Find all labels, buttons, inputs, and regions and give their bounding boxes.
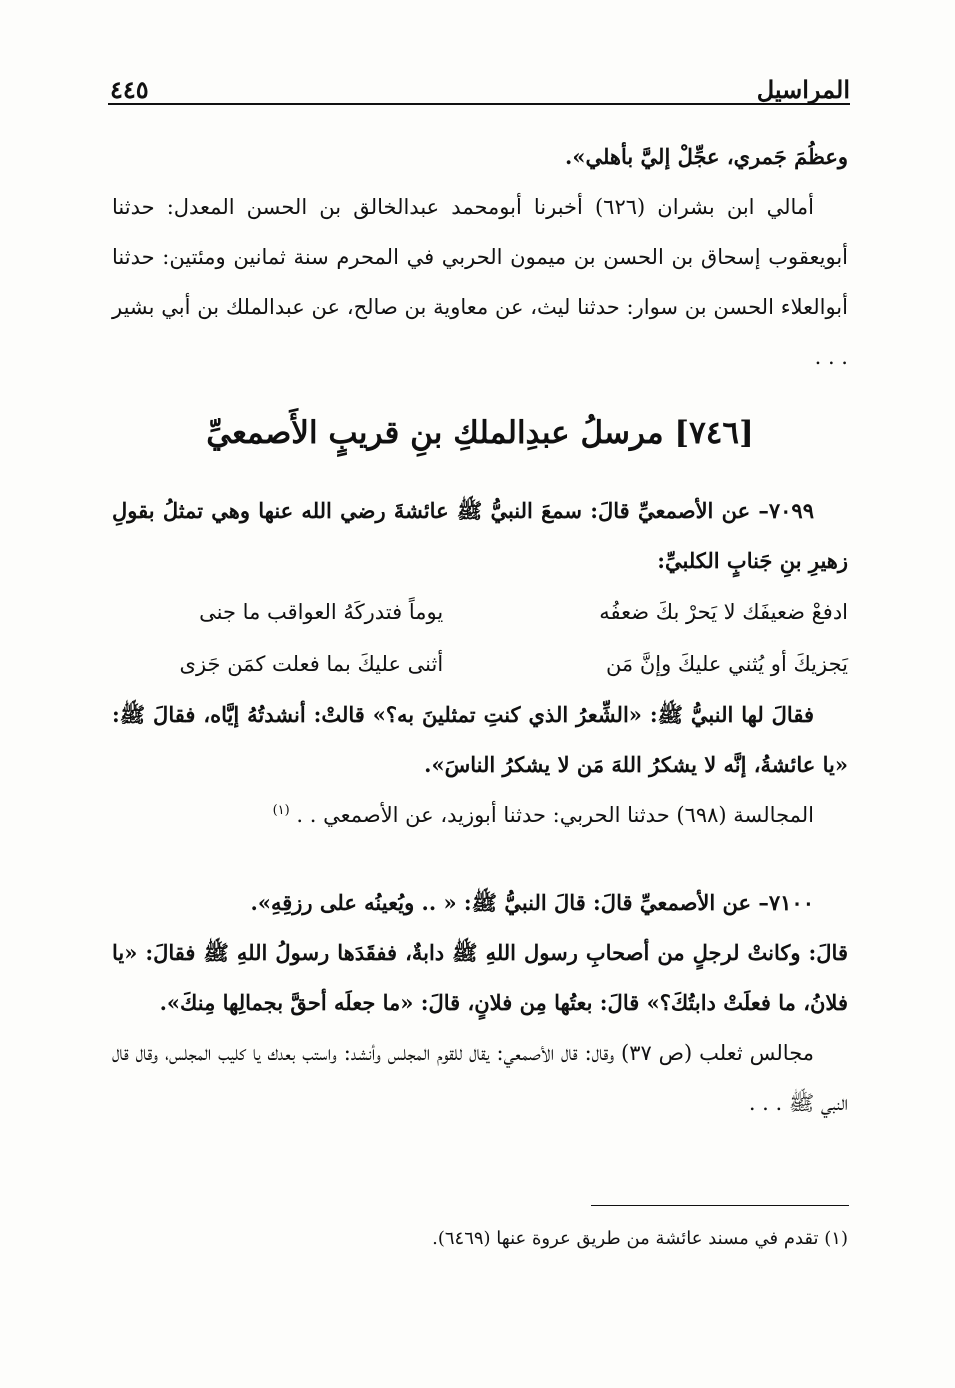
footnote-marker: (١) xyxy=(272,803,290,818)
footnote: (١) تقدم في مسند عائشة من طريق عروة عنها (٦٤٦٩). xyxy=(432,1228,848,1249)
footnote-divider xyxy=(591,1205,849,1206)
hadith-7100-source: مجالس ثعلب (ص ٣٧) وقال: قال الأصمعي: يقال للقوم المجلس وأنشد: واستب بعدك يا كليب المجلس، وقال قال النبي ﷺ . . . xyxy=(112,1041,848,1115)
page-header xyxy=(110,60,850,104)
verse-row xyxy=(112,586,848,638)
top-block xyxy=(112,132,848,382)
source-paragraph: أمالي ابن بشران (٦٢٦) أخبرنا أبومحمد عبدالخالق بن الحسن المعدل: حدثنا أبويعقوب إسحاق بن الحسن بن ميمون الحربي في المحرم سنة ثمانين ومئتين: حدثنا أبوالعلاء الحسن بن سوار: حدثنا ليث، عن معاوية بن صالح، عن عبدالملك بن أبي بشير . . . xyxy=(112,195,848,369)
hadith-7099-dialogue: فقالَ لها النبيُّ ﷺ: «الشِّعرُ الذي كنتِ تمثلينَ به؟» قالتْ: أنشدتُهُ إيَّاه، فقالَ ﷺ: «يا عائشةُ، إنَّه لا يشكرُ اللهَ مَن لا يشكرُ الناسَ». xyxy=(112,702,848,777)
page-number: ٤٤٥ xyxy=(110,75,149,104)
hadith-7100-story: قالَ: وكانتْ لرجلٍ من أصحابِ رسول اللهِ ﷺ دابةٌ، ففقَدَها رسولُ اللهِ ﷺ فقالَ: «يا فلانُ، ما فعلَتْ دابتُكَ؟» قالَ: بعتُها مِن فلانٍ، قالَ: «ما جعلَه أحقَّ بجمالِها مِنكَ». xyxy=(112,940,848,1015)
hadith-7100 xyxy=(112,878,848,1128)
verse-first-hemistich: يَجزيكَ أو يُثني عليكَ وإنَّ مَن xyxy=(605,652,848,676)
verse-second-hemistich: يوماً فتدركَهُ العواقب ما جنى xyxy=(199,600,444,624)
verse-second-hemistich: أثنى عليكَ بما فعلت كمَن جَزى xyxy=(179,652,444,676)
verse-row xyxy=(112,638,848,690)
hadith-7099-source xyxy=(112,790,848,840)
source-text: المجالسة (٦٩٨) حدثنا الحربي: حدثنا أبوزيد، عن الأصمعي . . xyxy=(296,803,814,827)
section-title: [٧٤٦] مرسلُ عبدِالملكِ بنِ قريبٍ الأَصمعيِّ xyxy=(206,415,754,451)
running-title: المراسيل xyxy=(756,75,850,104)
verse-first-hemistich: ادفعْ ضعيفَك لا يَحرْ بكَ ضعفُه xyxy=(599,600,848,624)
closing-line: وعظُمَ جَمري، عجِّلْ إليَّ بأهلي». xyxy=(565,144,848,169)
header-divider xyxy=(108,103,850,105)
hadith-7099-text: ٧٠٩٩– عن الأصمعيِّ قالَ: سمعَ النبيُّ ﷺ عائشةَ رضي الله عنها وهي تمثلُ بقولِ زهيرِ بنِ جَنابٍ الكلبيِّ: xyxy=(112,498,848,573)
hadith-7099 xyxy=(112,486,848,840)
hadith-7100-text: ٧١٠٠– عن الأصمعيِّ قالَ: قالَ النبيُّ ﷺ: « .. ويُعينُه على رزقِهِ». xyxy=(250,890,814,915)
